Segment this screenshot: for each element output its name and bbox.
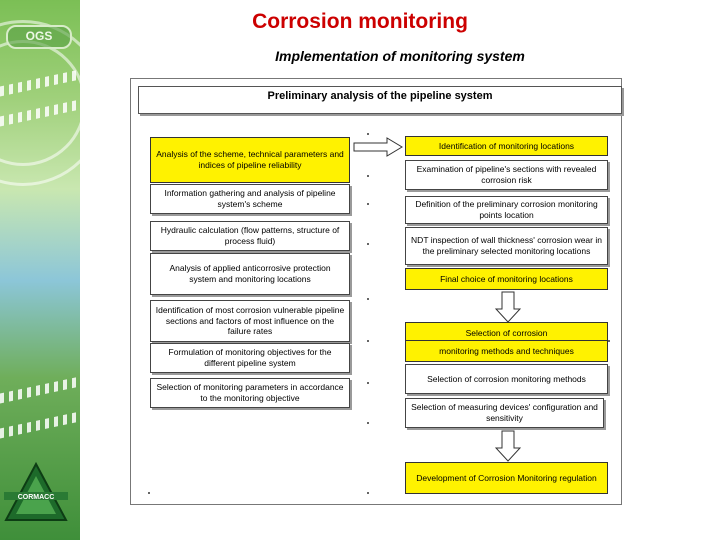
dot-marker (367, 340, 369, 342)
left-box-3: Hydraulic calculation (flow patterns, structure of process fluid) (150, 221, 350, 251)
right-box-9: Selection of measuring devices' configuration and sensitivity (405, 398, 604, 428)
header-box: Preliminary analysis of the pipeline system (138, 86, 622, 114)
down-arrow-icon-1 (495, 291, 521, 323)
svg-text:CORMACC: CORMACC (17, 494, 55, 501)
cormacc-logo-icon (4, 462, 68, 526)
right-box-3: Definition of the preliminary corrosion monitoring points location (405, 196, 608, 224)
dot-marker (367, 298, 369, 300)
company-logo-icon: OGS (6, 25, 72, 49)
right-box-2: Examination of pipeline's sections with revealed corrosion risk (405, 160, 608, 190)
slide-subtitle: Implementation of monitoring system (275, 48, 525, 64)
right-box-8: Selection of corrosion monitoring methods (405, 364, 608, 394)
slide-title: Corrosion monitoring (252, 10, 468, 33)
dot-marker (367, 243, 369, 245)
right-box-10: Development of Corrosion Monitoring regulation (405, 462, 608, 494)
right-box-7: monitoring methods and techniques (405, 340, 608, 362)
right-box-6: Selection of corrosion (405, 322, 608, 344)
dot-marker (367, 492, 369, 494)
dot-marker (608, 340, 610, 342)
right-arrow-icon (353, 137, 403, 157)
left-box-4: Analysis of applied anticorrosive protection system and monitoring locations (150, 253, 350, 295)
left-box-7: Selection of monitoring parameters in accordance to the monitoring objective (150, 378, 350, 408)
left-box-5: Identification of most corrosion vulnerable pipeline sections and factors of most influence on the failure rates (150, 300, 350, 342)
right-box-5: Final choice of monitoring locations (405, 268, 608, 290)
left-box-6: Formulation of monitoring objectives for the different pipeline system (150, 343, 350, 373)
dot-marker (367, 203, 369, 205)
left-box-1: Analysis of the scheme, technical parameters and indices of pipeline reliability (150, 137, 350, 183)
dot-marker (148, 492, 150, 494)
left-box-2: Information gathering and analysis of pipeline system's scheme (150, 184, 350, 214)
sidebar-decoration (0, 0, 80, 540)
dot-marker (367, 175, 369, 177)
right-box-4: NDT inspection of wall thickness' corrosion wear in the preliminary selected monitoring locations (405, 227, 608, 265)
dot-marker (367, 422, 369, 424)
dot-marker (367, 133, 369, 135)
dot-marker (367, 382, 369, 384)
down-arrow-icon-2 (495, 430, 521, 462)
right-box-1: Identification of monitoring locations (405, 136, 608, 156)
